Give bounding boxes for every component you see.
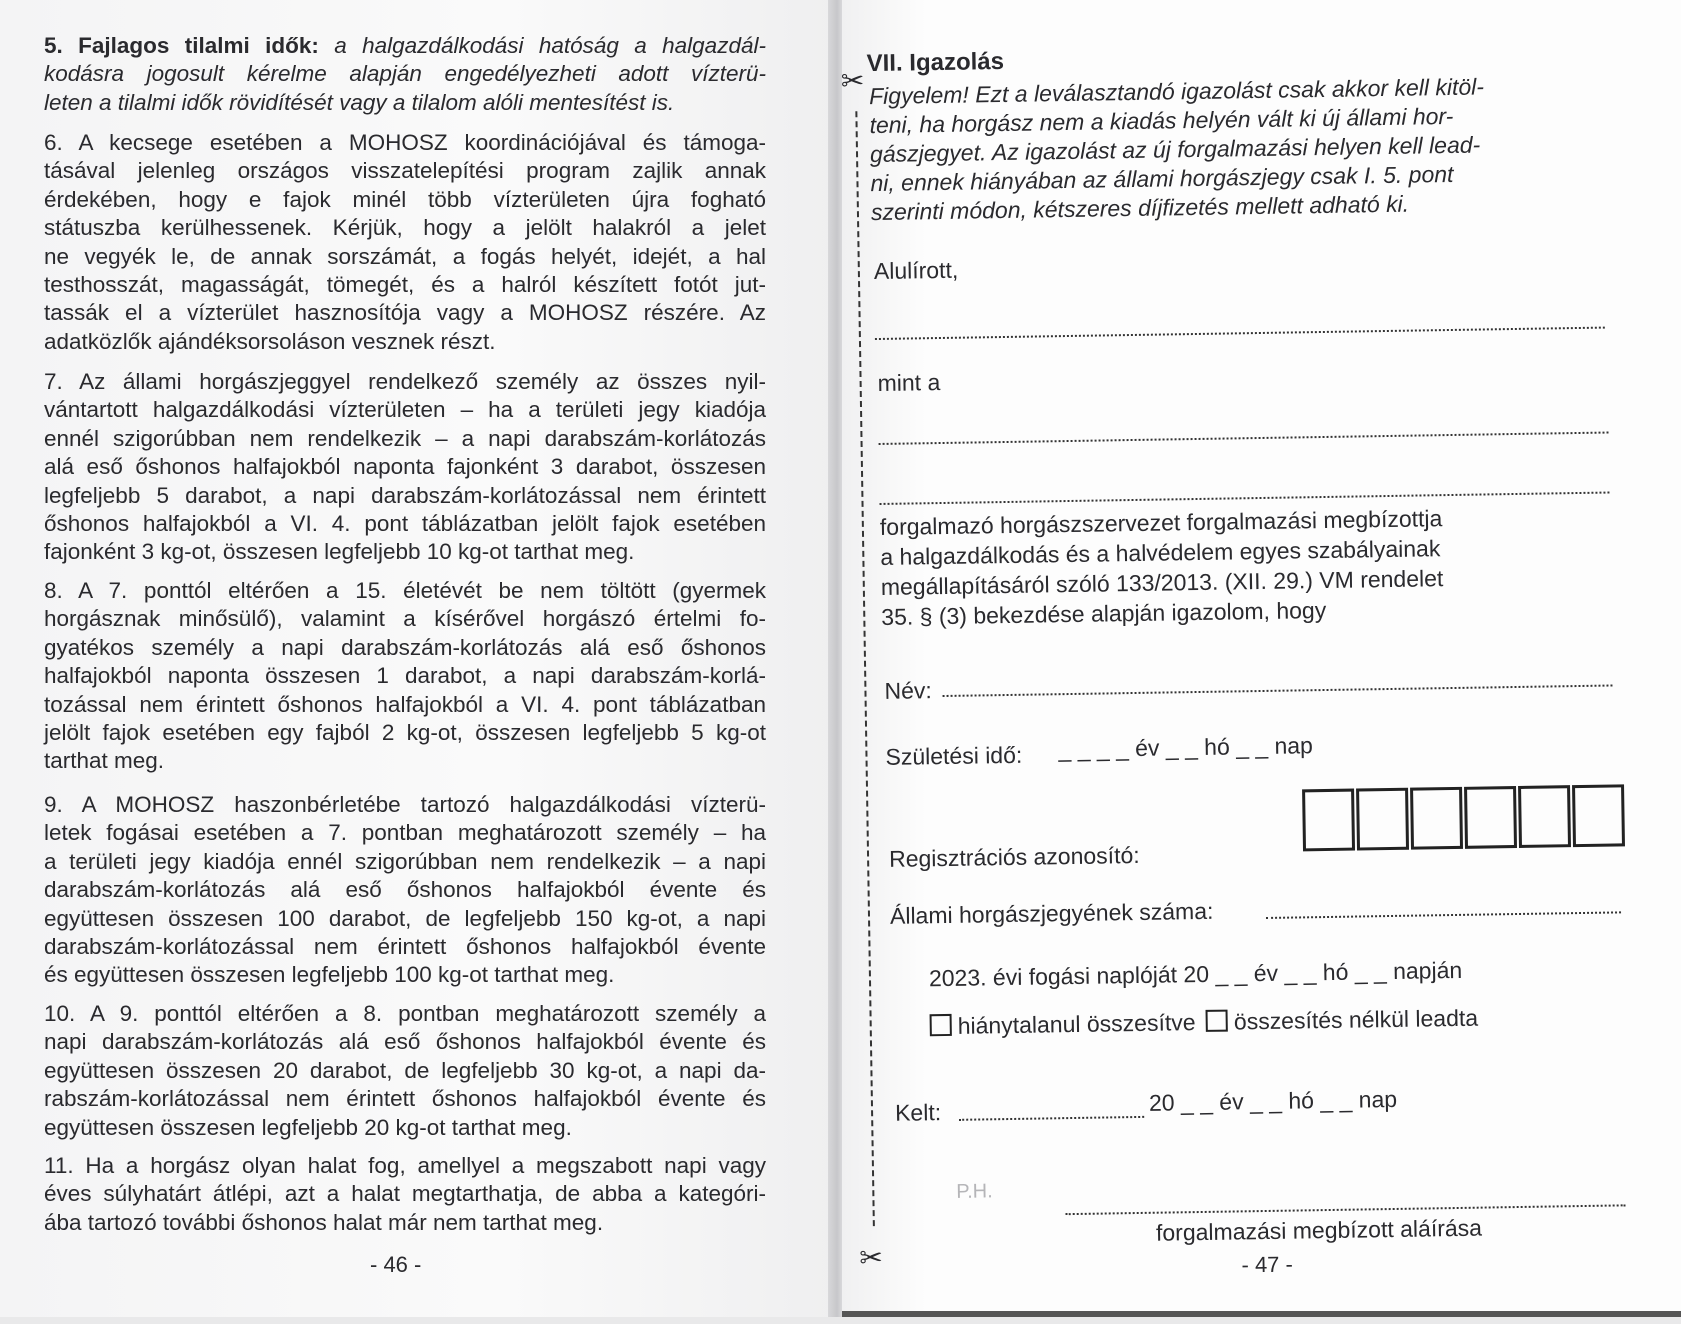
text-line: vántartott halgazdálkodási vízterületen – ha a területi jegy kiadója [44, 397, 766, 423]
text-line: érdekében, hogy e fajok minél több vízterületen újra fogható [44, 186, 766, 212]
text-line: tásával jelenleg országos visszatelepítési program zajlik annak [44, 158, 766, 184]
text-line: horgásznak minősülő), valamint a kísérővel horgászó értelmi fo- [44, 606, 766, 632]
scissors-icon: ✂ [859, 1242, 884, 1274]
text-line: 7. Az állami horgászjeggyel rendelkező személy az összes nyil- [44, 369, 766, 394]
page-number: - 46 - [370, 1252, 422, 1277]
text-line: 6. A kecsege esetében a MOHOSZ koordinációjával és támoga- [44, 130, 766, 155]
page-number: - 47 - [1241, 1251, 1294, 1278]
text-line: teni, ha horgász nem a kiadás helyén vált ki új állami hor- [869, 102, 1454, 139]
incomplete-checkbox[interactable] [1206, 1010, 1228, 1032]
text-line: együttesen összesen 100 darabot, de legfeljebb 150 kg-ot, a napi [44, 905, 766, 931]
name-label: Név: [884, 677, 932, 704]
license-number-field[interactable] [1266, 911, 1621, 919]
registration-id-box[interactable] [1518, 785, 1571, 848]
registration-id-label: Regisztrációs azonosító: [888, 841, 1140, 872]
text-line: fajonként 3 kg-ot, összesen legfeljebb 10 kg-ot tarthat meg. [44, 539, 635, 565]
paragraph-10 [44, 1000, 766, 1142]
text-line: letek fogásai esetében a 7. pontban meghatározott személy – ha [44, 820, 766, 846]
text-line: ába tartozó további őshonos halat már nem tarthat meg. [44, 1209, 604, 1235]
statement-text [880, 503, 1444, 632]
text-line: darabszám-korlátozással nem érintett őshonos halfajokból évente [44, 934, 766, 960]
organization-line-field[interactable] [879, 432, 1609, 445]
text-line: 10. A 9. ponttól eltérően a 8. pontban meghatározott személy a [44, 1001, 766, 1026]
text-line: 35. § (3) bekezdése alapján igazolom, hogy [881, 596, 1327, 630]
text-line: ni, ennek hiányában az állami horgászjegy csak I. 5. pont [870, 160, 1454, 197]
signature-label: forgalmazási megbízott aláírása [1155, 1214, 1483, 1246]
text-line: napi darabszám-korlátozás alá eső őshonos halfajokból évente és [44, 1029, 766, 1055]
text-line: és együttesen összesen legfeljebb 100 kg-ot tarthat meg. [44, 962, 615, 988]
registration-id-box[interactable] [1464, 786, 1517, 849]
organization-line-field-2[interactable] [880, 492, 1610, 505]
registration-id-box[interactable] [1572, 784, 1625, 847]
submission-options: hiánytalanul összesítve összesítés nélkül leadta [930, 1005, 1479, 1041]
right-page [842, 0, 1681, 1317]
stamp-placeholder: P.H. [956, 1180, 993, 1203]
page-bottom-edge [842, 1311, 1681, 1317]
section-title: VII. Igazolás [866, 47, 1005, 78]
text-line: legfeljebb 5 darabot, a napi darabszám-korlátozással nem érintett [44, 482, 766, 508]
cut-line [855, 111, 875, 1226]
text-line: rabszám-korlátozással nem érintett őshonos halfajokból évente és [44, 1086, 766, 1112]
text-line: tarthat meg. [44, 748, 165, 774]
registration-id-box[interactable] [1410, 787, 1463, 850]
dated-place-field[interactable] [959, 1116, 1144, 1121]
text-line: megállapításáról szóló 133/2013. (XII. 29.) VM rendelet [880, 565, 1444, 600]
paragraph-11 [44, 1152, 766, 1237]
complete-checkbox[interactable] [930, 1014, 952, 1036]
text-line: szerinti módon, kétszeres díjfizetés mellett adható ki. [870, 190, 1410, 226]
text-line: gászjegyet. Az igazolást az új forgalmazási helyen kell lead- [869, 131, 1481, 168]
text-line: Figyelem! Ezt a leválasztandó igazolást csak akkor kell kitöl- [868, 73, 1485, 110]
name-field[interactable] [943, 684, 1613, 697]
birth-date-label: Születési idő: [885, 741, 1023, 770]
license-number-label: Állami horgászjegyének száma: [889, 897, 1214, 929]
text-line: gyatékos személy a napi darabszám-korlátozás alá eső őshonos [44, 634, 766, 660]
catch-log-line: 2023. évi fogási naplóját 20 _ _ év _ _ hó _ _ napján [928, 956, 1463, 992]
paragraph-8 [44, 577, 766, 776]
paragraph-9 [44, 791, 766, 990]
birth-date-fields[interactable]: _ _ _ _ év _ _ hó _ _ nap [1058, 732, 1314, 763]
signature-field[interactable] [1066, 1204, 1626, 1215]
text-line: együttesen összesen 20 darabot, de legfeljebb 30 kg-ot, a napi da- [44, 1057, 766, 1083]
registration-id-box[interactable] [1356, 788, 1409, 851]
text-line: tassák el a vízterület hasznosítója vagy a MOHOSZ részére. Az [44, 300, 766, 326]
text-line: őshonos halfajokból a VI. 4. pont táblázatban jelölt fajok esetében [44, 511, 766, 537]
registration-id-box[interactable] [1302, 789, 1355, 852]
text-line: 8. A 7. ponttól eltérően a 15. életévét be nem töltött (gyermek [44, 578, 766, 603]
text-line: tozással nem érintett őshonos halfajokból a VI. 4. pont táblázatban [44, 691, 766, 717]
text-line: 9. A MOHOSZ haszonbérletébe tartozó halgazdálkodási vízterü- [44, 792, 766, 817]
dated-fields[interactable]: 20 _ _ év _ _ hó _ _ nap [1148, 1085, 1398, 1116]
as-label: mint a [877, 369, 941, 396]
text-line: testhosszát, magasságát, tömegét, és a halról készített fotót jut- [44, 272, 766, 298]
dated-label: Kelt: [894, 1099, 942, 1126]
text-line: státuszba kerülhessenek. Kérjük, hogy a jelölt halakról a jelet [44, 215, 766, 241]
scissors-icon: ✂ [840, 65, 865, 97]
text-line: adatközlők ajándéksorsoláson vesznek részt. [44, 328, 496, 354]
paragraph-5: 5. Fajlagos tilalmi idők: a halgazdálkodási hatóság a halgazdál- kodásra jogosult kérelme alapján engedélyezheti adott vízterü- leten a tilalmi idők rövidítését vagy a tilalom alóli mentesítést is. [44, 33, 766, 115]
name-line-field[interactable] [875, 327, 1605, 340]
paragraph-7 [44, 368, 766, 567]
registration-id-boxes[interactable] [1302, 784, 1627, 856]
left-page [0, 0, 836, 1317]
text-line: alá eső őshonos halfajokból naponta fajonként 3 darabot, összesen [44, 454, 766, 480]
text-line: jelölt fajok esetében egy fajból 2 kg-ot, összesen legfeljebb 5 kg-ot [44, 720, 766, 746]
text-line: darabszám-korlátozás alá eső őshonos halfajokból évente és [44, 877, 766, 903]
notice-text [869, 72, 1486, 227]
text-line: halfajokból naponta összesen 1 darabot, a napi darabszám-korlá- [44, 663, 766, 689]
undersigned-label: Alulírott, [873, 256, 959, 285]
text-line: forgalmazó horgászszervezet forgalmazási megbízottja [879, 505, 1443, 540]
text-line: éves súlyhatárt átlépi, azt a halat megtarthatja, de abba a kategóri- [44, 1181, 766, 1207]
text-line: együttesen összesen legfeljebb 20 kg-ot tarthat meg. [44, 1114, 572, 1140]
text-line: ennél szigorúbban nem rendelkezik – a napi darabszám-korlátozás [44, 425, 766, 451]
text-line: a területi jegy kiadója ennél szigorúbban nem rendelkezik – a napi [44, 848, 766, 874]
text-line: 11. Ha a horgász olyan halat fog, amellyel a megszabott napi vagy [44, 1153, 766, 1178]
paragraph-6 [44, 129, 766, 356]
text-line: a halgazdálkodás és a halvédelem egyes szabályainak [880, 535, 1441, 570]
text-line: ne vegyék le, de annak sorszámát, a fogás helyét, idejét, a hal [44, 243, 766, 269]
